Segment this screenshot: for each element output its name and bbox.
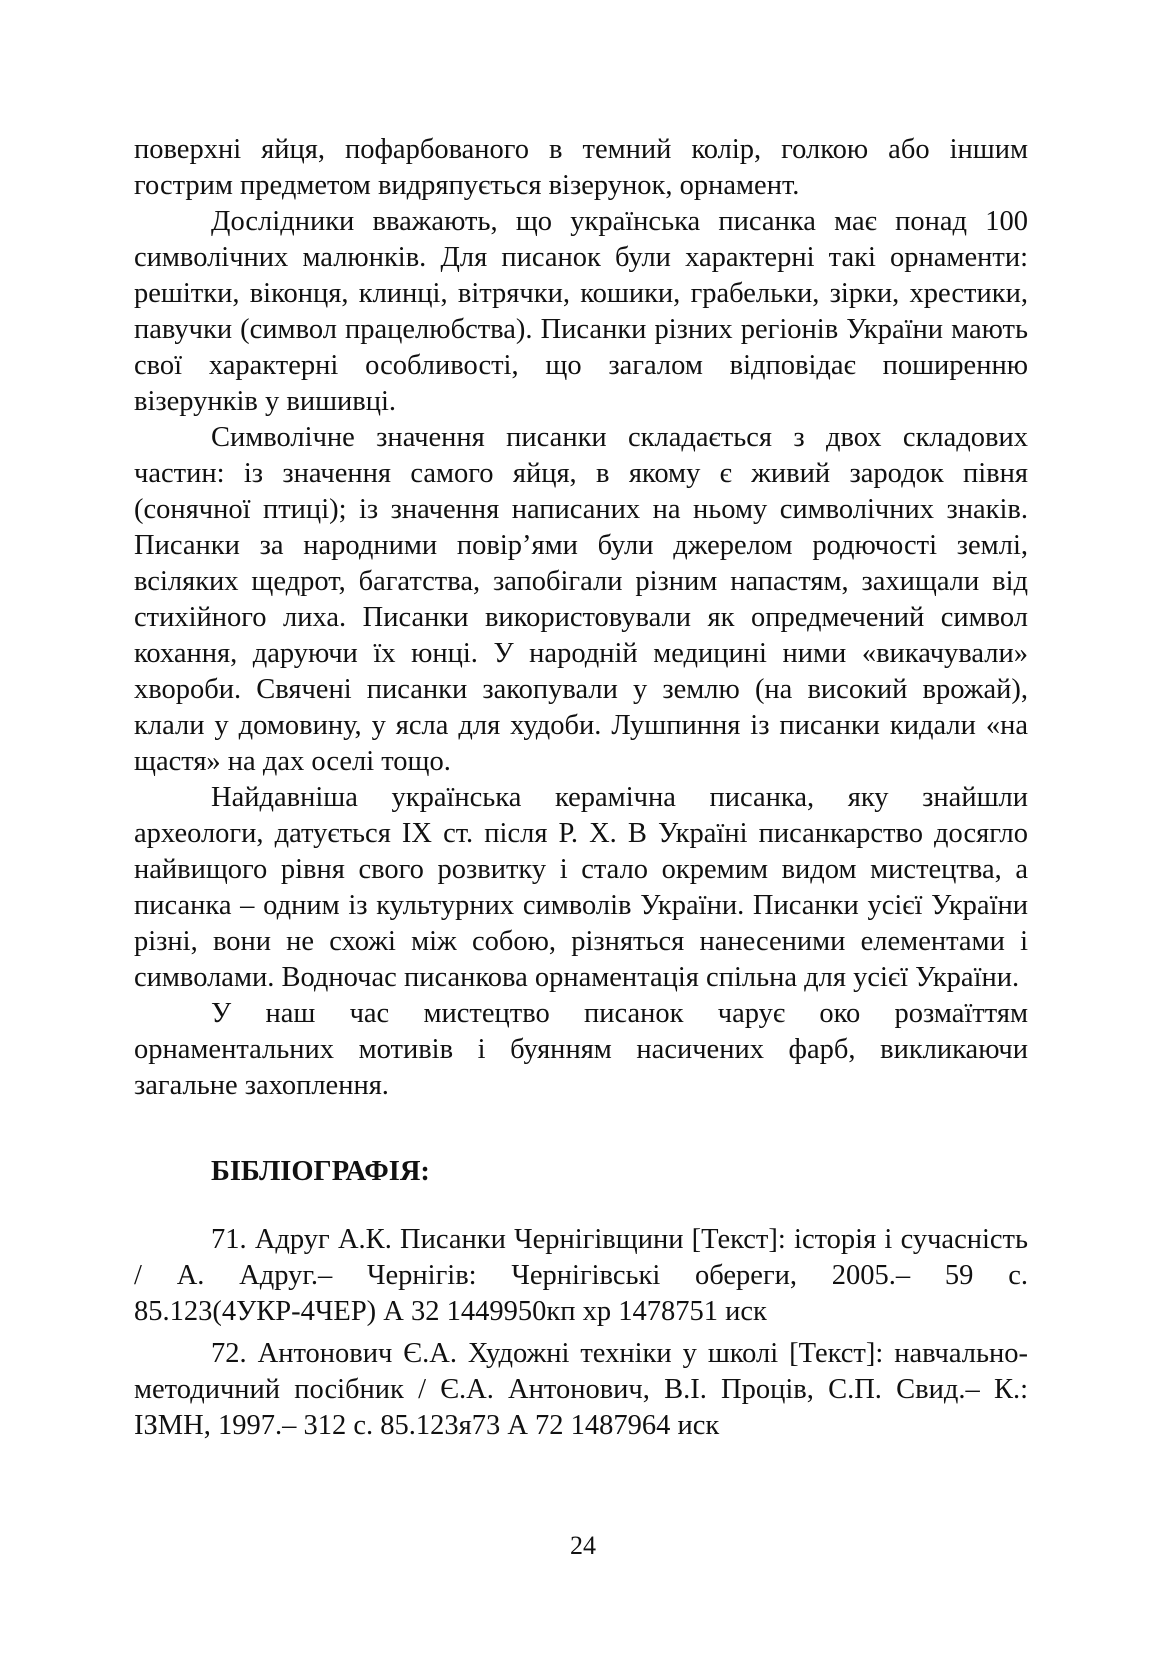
bibliography-entry: 72. Антонович Є.А. Художні техніки у школі [Текст]: навчально-методичний посібник / Є.А. Антонович, В.І. Проців, С.П. Свид.– К.: ІЗМН, 1997.– 312 с. 85.123я73 А 72 1487964 иск: [134, 1338, 1028, 1441]
body-paragraph: У наш час мистецтво писанок чарує око розмаїттям орнаментальних мотивів і буянням насичених фарб, викликаючи загальне захоплення.: [134, 998, 1028, 1101]
bibliography-entry: 71. Адруг А.К. Писанки Чернігівщини [Текст]: історія і сучасність / А. Адруг.– Чернігів: Чернігівські обереги, 2005.– 59 с. 85.123(4УКР-4ЧЕР) А 32 1449950кп хр 1478751 иск: [134, 1224, 1028, 1327]
body-paragraph: Найдавніша українська керамічна писанка, яку знайшли археологи, датується IX ст. після Р. Х. В Україні писанкарство досягло найвищого рівня свого розвитку і стало окремим видом мистецтва, а писанка – одним із культурних символів України. Писанки усієї України різні, вони не схожі між собою, різняться нанесеними елементами і символами. Водночас писанкова орнаментація спільна для усієї України.: [134, 782, 1028, 993]
bibliography-heading: БІБЛІОГРАФІЯ:: [211, 1156, 430, 1187]
body-paragraph: поверхні яйця, пофарбованого в темний колір, голкою або іншим гострим предметом видряпується візерунок, орнамент.: [134, 134, 1028, 201]
document-page: [134, 132, 1028, 1450]
body-paragraph: Символічне значення писанки складається з двох складових частин: із значення самого яйця, в якому є живий зародок півня (сонячної птиці); із значення написаних на ньому символічних знаків. Писанки за народними повір’ями були джерелом родючості землі, всіляких щедрот, багатства, запобігали різним напастям, захищали від стихійного лиха. Писанки використовували як опредмечений символ кохання, даруючи їх юнці. У народній медицині ними «викачували» хвороби. Свячені писанки закопували у землю (на високий врожай), клали у домовину, у ясла для худоби. Лушпиння із писанки кидали «на щастя» на дах оселі тощо.: [134, 422, 1028, 777]
body-paragraph: Дослідники вважають, що українська писанка має понад 100 символічних малюнків. Для писанок були характерні такі орнаменти: решітки, віконця, клинці, вітрячки, кошики, грабельки, зірки, хрестики, павучки (символ працелюбства). Писанки різних регіонів України мають свої характерні особливості, що загалом відповідає поширенню візерунків у вишивці.: [134, 206, 1028, 417]
page-number: 24: [570, 1531, 596, 1560]
